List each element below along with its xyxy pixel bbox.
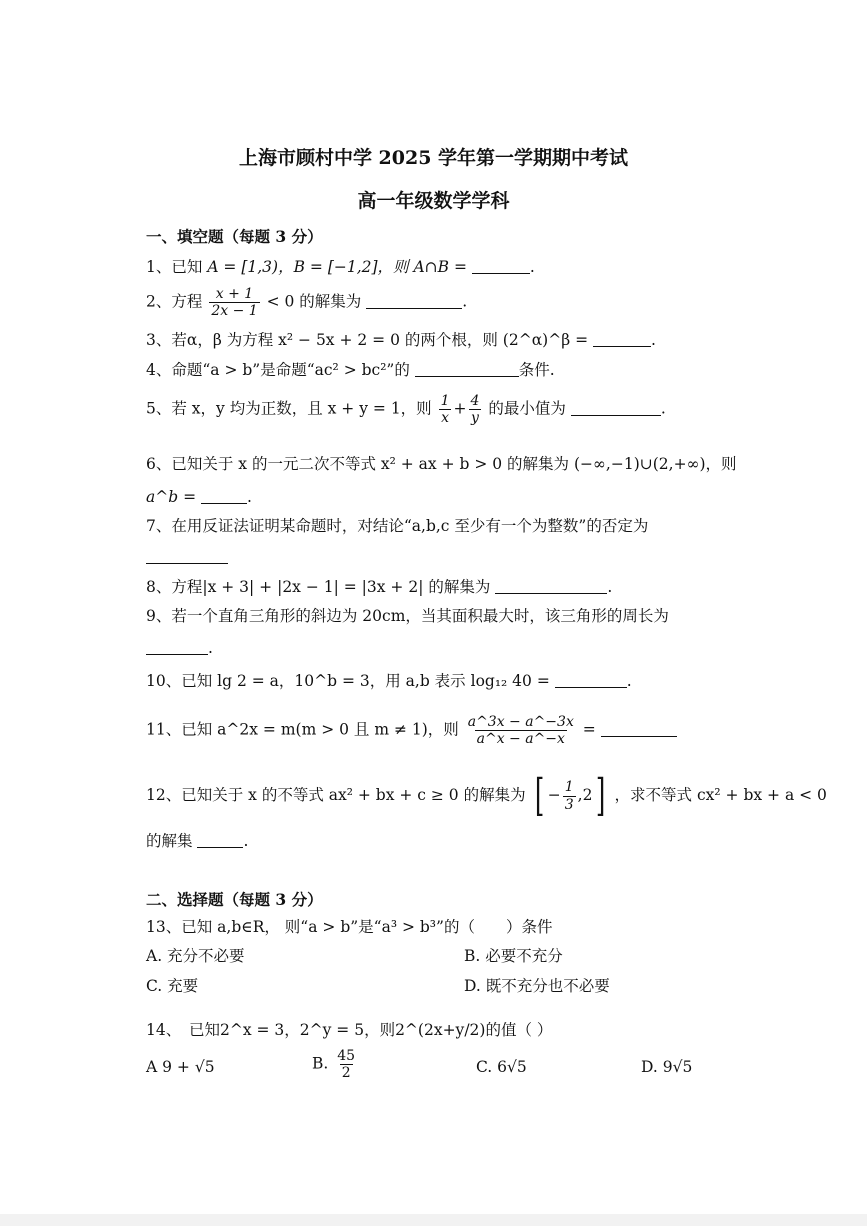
- q8-answer-blank[interactable]: [495, 579, 607, 594]
- q10-text: 10、已知 lg 2 = a，10^b = 3，用 a,b 表示 log₁₂ 40 =: [146, 672, 550, 690]
- q9-answer-blank[interactable]: [146, 640, 208, 655]
- q12-left-bracket: [: [534, 770, 544, 821]
- question-11: [146, 714, 677, 747]
- q3-text: 3、若α，β 为方程 x² − 5x + 2 = 0 的两个根，则 (2^α)^β =: [146, 331, 589, 349]
- q5-denominator-2: y: [471, 410, 479, 427]
- q12-line2: 的解集: [146, 832, 193, 850]
- exam-subtitle: 高一年级数学学科: [357, 190, 510, 212]
- question-9: 9、若一个直角三角形的斜边为 20cm，当其面积最大时，该三角形的周长为: [146, 607, 669, 625]
- q11-fraction: [466, 714, 576, 747]
- question-6-line-2: [146, 488, 252, 507]
- q2-fraction: [209, 286, 259, 319]
- question-8: [146, 578, 612, 597]
- question-14: 14、 已知2^x = 3，2^y = 5，则2^(2x+y/2)的值（ ）: [146, 1021, 553, 1039]
- question-10: [146, 672, 632, 691]
- q3-answer-blank[interactable]: [593, 332, 651, 347]
- q14-option-b-fraction: [335, 1048, 357, 1081]
- page-bottom-edge: [0, 1214, 867, 1226]
- q6-expression: a^b =: [146, 488, 197, 506]
- q12-rest: ，求不等式 cx² + bx + a < 0: [614, 786, 827, 804]
- q13-option-a[interactable]: A. 充分不必要: [146, 947, 245, 965]
- q7-answer-blank[interactable]: [146, 549, 228, 564]
- q11-answer-blank[interactable]: [601, 722, 677, 737]
- question-7-answer-line: [146, 548, 228, 567]
- q14-option-d[interactable]: D. 9√5: [641, 1058, 693, 1076]
- q5-end: .: [660, 399, 666, 418]
- q8-end: .: [607, 578, 613, 596]
- q1-prefix: 1、已知: [146, 258, 203, 276]
- q5-numerator-1: 1: [440, 393, 450, 409]
- question-7: 7、在用反证法证明某命题时，对结论“a,b,c 至少有一个为整数”的否定为: [146, 517, 649, 535]
- q1-answer-blank[interactable]: [472, 259, 530, 274]
- q1-expression: A = [1,3)，B = [−1,2]，则 A∩B =: [207, 258, 467, 276]
- q12-answer-blank[interactable]: [197, 833, 243, 848]
- q5-answer-blank[interactable]: [571, 401, 661, 416]
- q14-option-a[interactable]: A 9 + √5: [146, 1058, 215, 1076]
- q13-option-c[interactable]: C. 充要: [146, 977, 199, 995]
- q5-fraction-1: [439, 393, 452, 426]
- exam-title: 上海市顾村中学 2025 学年第一学期期中考试: [238, 147, 629, 169]
- question-5: [146, 393, 666, 426]
- q5-plus: +: [453, 399, 467, 418]
- q2-rest: < 0 的解集为: [266, 292, 362, 311]
- question-9-answer-line: [146, 639, 213, 658]
- q2-numerator: x + 1: [215, 286, 254, 302]
- q14-option-c[interactable]: C. 6√5: [476, 1058, 527, 1076]
- q6-end: .: [247, 488, 252, 506]
- question-3: [146, 331, 656, 350]
- q13-option-d[interactable]: D. 既不充分也不必要: [464, 977, 610, 995]
- q14-option-b-numerator: 45: [337, 1048, 356, 1064]
- q14-option-b[interactable]: [312, 1048, 359, 1081]
- question-1: [146, 258, 535, 277]
- q4-text: 4、命题“a > b”是命题“ac² > bc²”的: [146, 361, 410, 379]
- q10-answer-blank[interactable]: [555, 673, 627, 688]
- question-4: [146, 361, 555, 380]
- q14-option-b-label: B.: [312, 1054, 329, 1073]
- section-heading-multiple-choice: 二、选择题（每题 3 分）: [146, 890, 323, 909]
- q5-fraction-2: [469, 393, 482, 426]
- question-6-line-1: 6、已知关于 x 的一元二次不等式 x² + ax + b > 0 的解集为 (−∞,−1)∪(2,+∞)，则: [146, 455, 737, 473]
- q3-end: .: [651, 331, 656, 349]
- q12-numerator: 1: [564, 779, 574, 796]
- q12-denominator: 3: [564, 796, 574, 813]
- q2-prefix: 2、方程: [146, 292, 203, 311]
- q13-option-b[interactable]: B. 必要不充分: [464, 947, 563, 965]
- q1-end: .: [529, 258, 535, 276]
- q12-end: .: [243, 832, 249, 850]
- q12-prefix: 12、已知关于 x 的不等式 ax² + bx + c ≥ 0 的解集为: [146, 786, 526, 804]
- q4-answer-blank[interactable]: [415, 362, 519, 377]
- q10-end: .: [626, 672, 632, 690]
- section-heading-fill-in: 一、填空题（每题 3 分）: [146, 227, 323, 246]
- q2-answer-blank[interactable]: [366, 294, 462, 309]
- question-2: [146, 286, 467, 319]
- q2-end: .: [462, 292, 468, 311]
- q5-prefix: 5、若 x，y 均为正数，且 x + y = 1，则: [146, 399, 432, 418]
- q11-equals: =: [582, 720, 596, 739]
- q6-answer-blank[interactable]: [201, 489, 247, 504]
- q5-denominator-1: x: [441, 410, 450, 427]
- q11-prefix: 11、已知 a^2x = m(m > 0 且 m ≠ 1)，则: [146, 720, 459, 739]
- q2-denominator: 2x − 1: [211, 303, 258, 320]
- question-13: 13、已知 a,b∈R， 则“a > b”是“a³ > b³”的（ ）条件: [146, 918, 553, 936]
- q12-fraction: [563, 779, 576, 812]
- q11-denominator: a^x − a^−x: [476, 731, 565, 748]
- q12-right-bracket: ]: [596, 770, 606, 821]
- question-12-line-2: [146, 832, 248, 851]
- q5-rest: 的最小值为: [488, 399, 566, 418]
- q11-numerator: a^3x − a^−3x: [467, 714, 574, 730]
- q8-text: 8、方程|x + 3| + |2x − 1| = |3x + 2| 的解集为: [146, 578, 491, 596]
- q14-option-b-denominator: 2: [341, 1065, 351, 1082]
- question-12: 12、已知关于 x 的不等式 ax² + bx + c ≥ 0 的解集为 [ − $\frac{1}{3}$ ,2] ，求不等式 cx² + bx + a < 0: [146, 770, 827, 821]
- q4-end: 条件.: [518, 361, 555, 379]
- q9-end: .: [208, 639, 213, 657]
- q12-tail: ,2: [577, 786, 593, 804]
- q5-numerator-2: 4: [470, 393, 480, 409]
